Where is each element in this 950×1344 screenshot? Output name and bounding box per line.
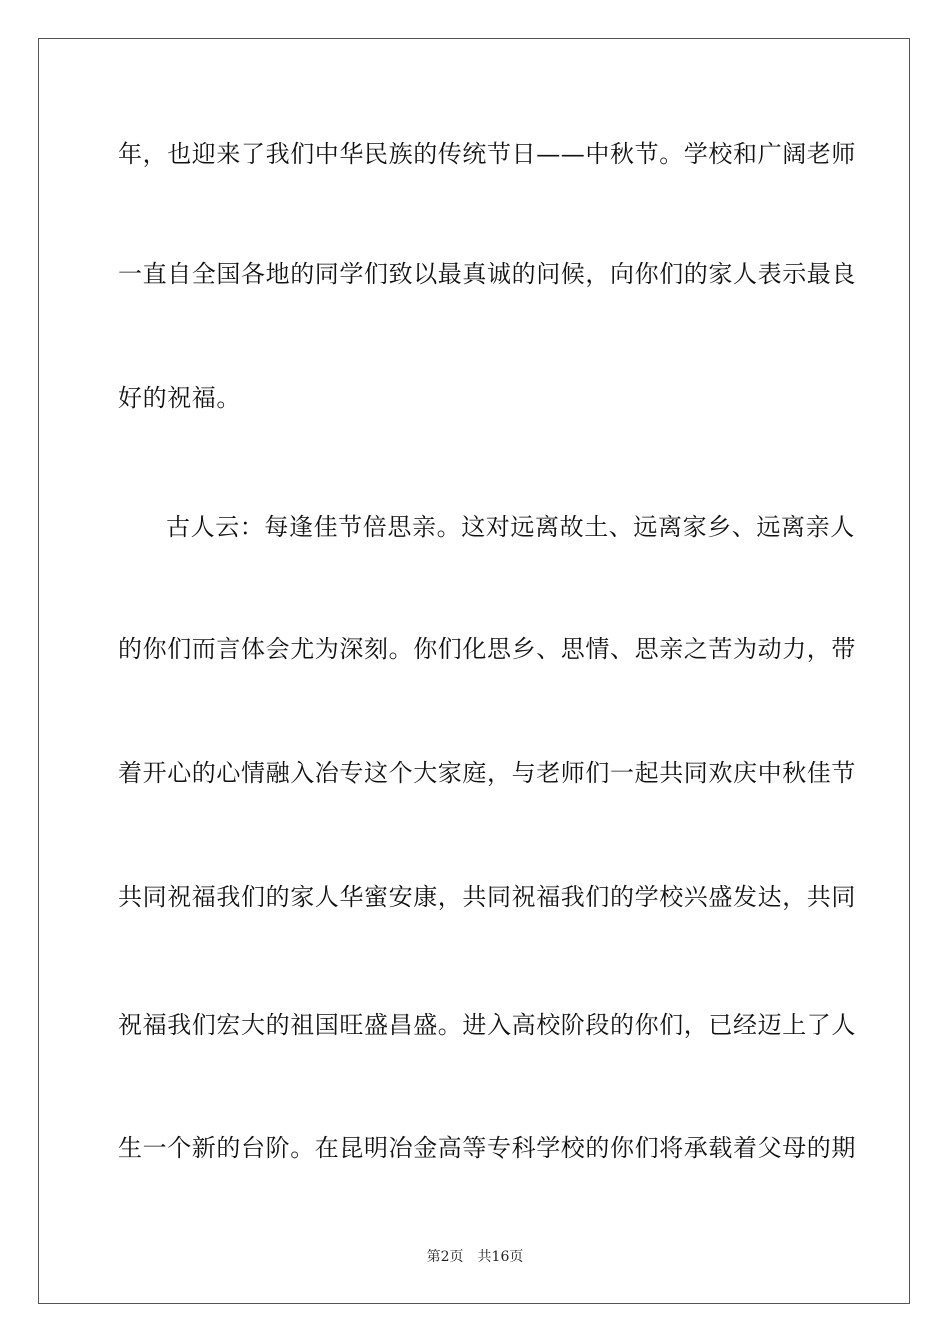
body-text-line-3: 好的祝福。 bbox=[118, 384, 241, 412]
body-text-line-1: 年，也迎来了我们中华民族的传统节日——中秋节。学校和广阔老师 bbox=[118, 140, 856, 168]
page-border bbox=[38, 38, 910, 1304]
page-total: 共16页 bbox=[477, 1249, 524, 1265]
page-footer bbox=[0, 1247, 950, 1267]
page-number: 第2页 bbox=[426, 1249, 464, 1265]
body-text-line-8: 祝福我们宏大的祖国旺盛昌盛。进入高校阶段的你们，已经迈上了人 bbox=[118, 1011, 856, 1039]
body-text-line-7: 共同祝福我们的家人华蜜安康，共同祝福我们的学校兴盛发达，共同 bbox=[118, 883, 856, 911]
body-text-line-2: 一直自全国各地的同学们致以最真诚的问候，向你们的家人表示最良 bbox=[118, 260, 856, 288]
body-text-line-9: 生一个新的台阶。在昆明冶金高等专科学校的你们将承载着父母的期 bbox=[118, 1134, 856, 1162]
body-text-line-4: 古人云：每逢佳节倍思亲。这对远离故土、远离家乡、远离亲人 bbox=[166, 513, 855, 541]
body-text-line-6: 着开心的心情融入冶专这个大家庭，与老师们一起共同欢庆中秋佳节 bbox=[118, 759, 856, 787]
body-text-line-5: 的你们而言体会尤为深刻。你们化思乡、思情、思亲之苦为动力，带 bbox=[118, 635, 856, 663]
